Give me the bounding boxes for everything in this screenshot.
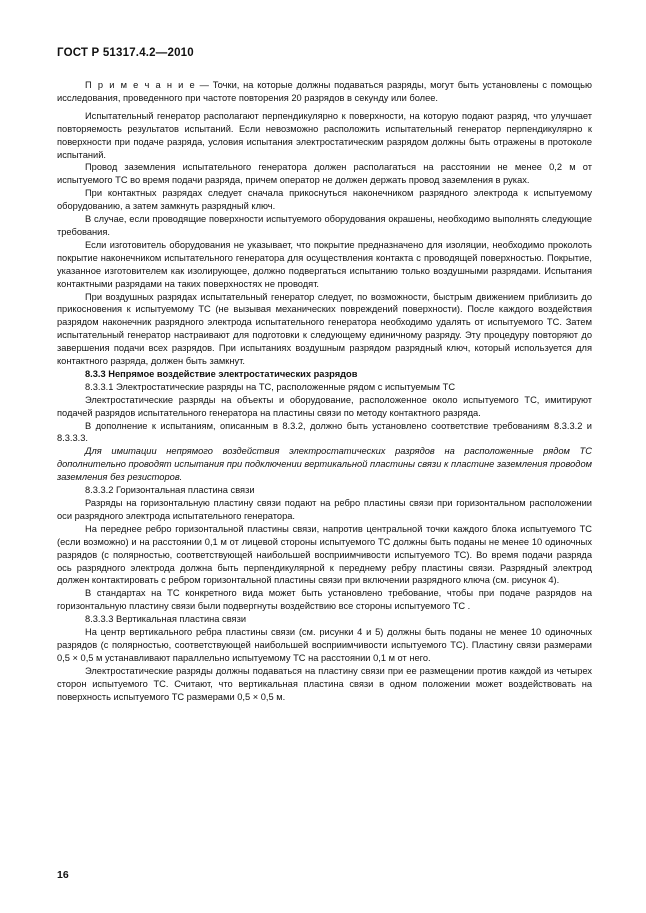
italic-paragraph: Для имитации непрямого воздействия электростатических разрядов на расположенные рядом ТС дополнительно проводят испытания при подключении вертикальной пластины связи к пластине заземления проводом заземления без резисторов. <box>57 446 592 483</box>
paragraph: В случае, если проводящие поверхности испытуемого оборудования окрашены, необходимо выполнять следующие требования. <box>57 214 592 237</box>
paragraph: Разряды на горизонтальную пластину связи подают на ребро пластины связи при горизонтальном расположении оси разрядного электрода испытательного генератора. <box>57 498 592 521</box>
subsection-heading: 8.3.3.3 Вертикальная пластина связи <box>85 614 247 625</box>
note-text: — Точки, на которые должны подаваться разряды, могут быть установлены с помощью исследования, проведенного при частоте повторения 20 разрядов в секунду или более. <box>57 80 592 103</box>
paragraph: На переднее ребро горизонтальной пластины связи, напротив центральной точки каждого блока испытуемого ТС (если возможно) и на расстоянии 0,1 м от лицевой стороны испытуемого ТС должны быть поданы не менее 10 одиночных разрядов (с полярностью, соответствующей наибольшей восприимчивости испытуемого ТС). Во время подачи разряда ось разрядного электрода должна быть перпендикулярной к переднему ребру пластины связи. Разрядный электрод должен контактировать с ребром горизонтальной пластины связи при включении разрядного ключа (см. рисунок 4). <box>57 523 592 586</box>
subsection-heading: 8.3.3.2 Горизонтальная пластина связи <box>85 485 255 496</box>
subsection-heading: 8.3.3.1 Электростатические разряды на ТС, расположенные рядом с испытуемым ТС <box>85 381 456 392</box>
paragraph: Испытательный генератор располагают перпендикулярно к поверхности, на которую подают разряд, что улучшает повторяемость результатов испытаний. Если невозможно расположить испытательный генератор перпендикулярно к поверхности при подаче разряда, условия испытания электростатическим разрядом должны быть отражены в протоколе испытаний. <box>57 110 592 160</box>
paragraph: На центр вертикального ребра пластины связи (см. рисунки 4 и 5) должны быть поданы не менее 10 одиночных разрядов (с полярностью, соответствующей наибольшей восприимчивости испытуемого ТС). Пластину связи размерами 0,5 × 0,5 м устанавливают параллельно испытуемому ТС на расстоянии 0,1 м от него. <box>57 627 592 663</box>
note-paragraph <box>57 79 592 105</box>
paragraph: Электростатические разряды должны подаваться на пластину связи при ее размещении против каждой из четырех сторон испытуемого ТС. Считают, что вертикальная пластина связи в одном положении может воздействовать на поверхность испытуемого ТС размерами 0,5 × 0,5 м. <box>57 665 592 702</box>
paragraph: При контактных разрядах следует сначала прикоснуться наконечником разрядного электрода к испытуемому оборудованию, а затем замкнуть разрядный ключ. <box>57 188 592 212</box>
paragraph: В стандартах на ТС конкретного вида может быть установлено требование, чтобы при подаче разрядов на горизонтальную пластину связи были подвергнуты воздействию все стороны испытуемого ТС . <box>57 588 592 612</box>
paragraph: Электростатические разряды на объекты и оборудование, расположенное около испытуемого ТС, имитируют подачей разрядов испытательного генератора на пластины связи по методу контактного разряда. <box>57 394 592 418</box>
paragraph: В дополнение к испытаниям, описанным в 8.3.2, должно быть установлено соответствие требованиям 8.3.3.2 и 8.3.3.3. <box>57 420 592 444</box>
paragraph: Провод заземления испытательного генератора должен располагаться на расстоянии не менее 0,2 м от испытуемого ТС во время подачи разряда, причем оператор не должен держать провод заземления в руках. <box>57 162 592 186</box>
paragraph: При воздушных разрядах испытательный генератор следует, по возможности, быстрым движением приблизить до прикосновения к испытуемому ТС (не вызывая механических повреждений поверхности). После каждого воздействия разрядом наконечник разрядного электрода испытательного генератора необходимо удалять от испытуемого ТС. Затем испытательный генератор настраивают для подготовки к следующему единичному разряду. Эту процедуру повторяют до завершения подачи всех разрядов. При испытаниях воздушным разрядом разрядный ключ, который используется для контактного разряда, должен быть замкнут. <box>57 291 592 367</box>
page-body <box>57 79 592 704</box>
page-number: 16 <box>57 869 69 881</box>
note-label: П р и м е ч а н и е <box>85 80 196 90</box>
paragraph: Если изготовитель оборудования не указывает, что покрытие предназначено для изоляции, необходимо проколоть покрытие наконечником испытательного генератора для осуществления контакта с проводящей поверхностью. Покрытие, указанное изготовителем как изолирующее, должно подвергаться испытанию только воздушными разрядами. Испытания контактными разрядами на таких поверхностях не проводят. <box>57 239 592 289</box>
document-header: ГОСТ Р 51317.4.2—2010 <box>57 47 194 59</box>
section-heading: 8.3.3 Непрямое воздействие электростатических разрядов <box>85 368 358 379</box>
